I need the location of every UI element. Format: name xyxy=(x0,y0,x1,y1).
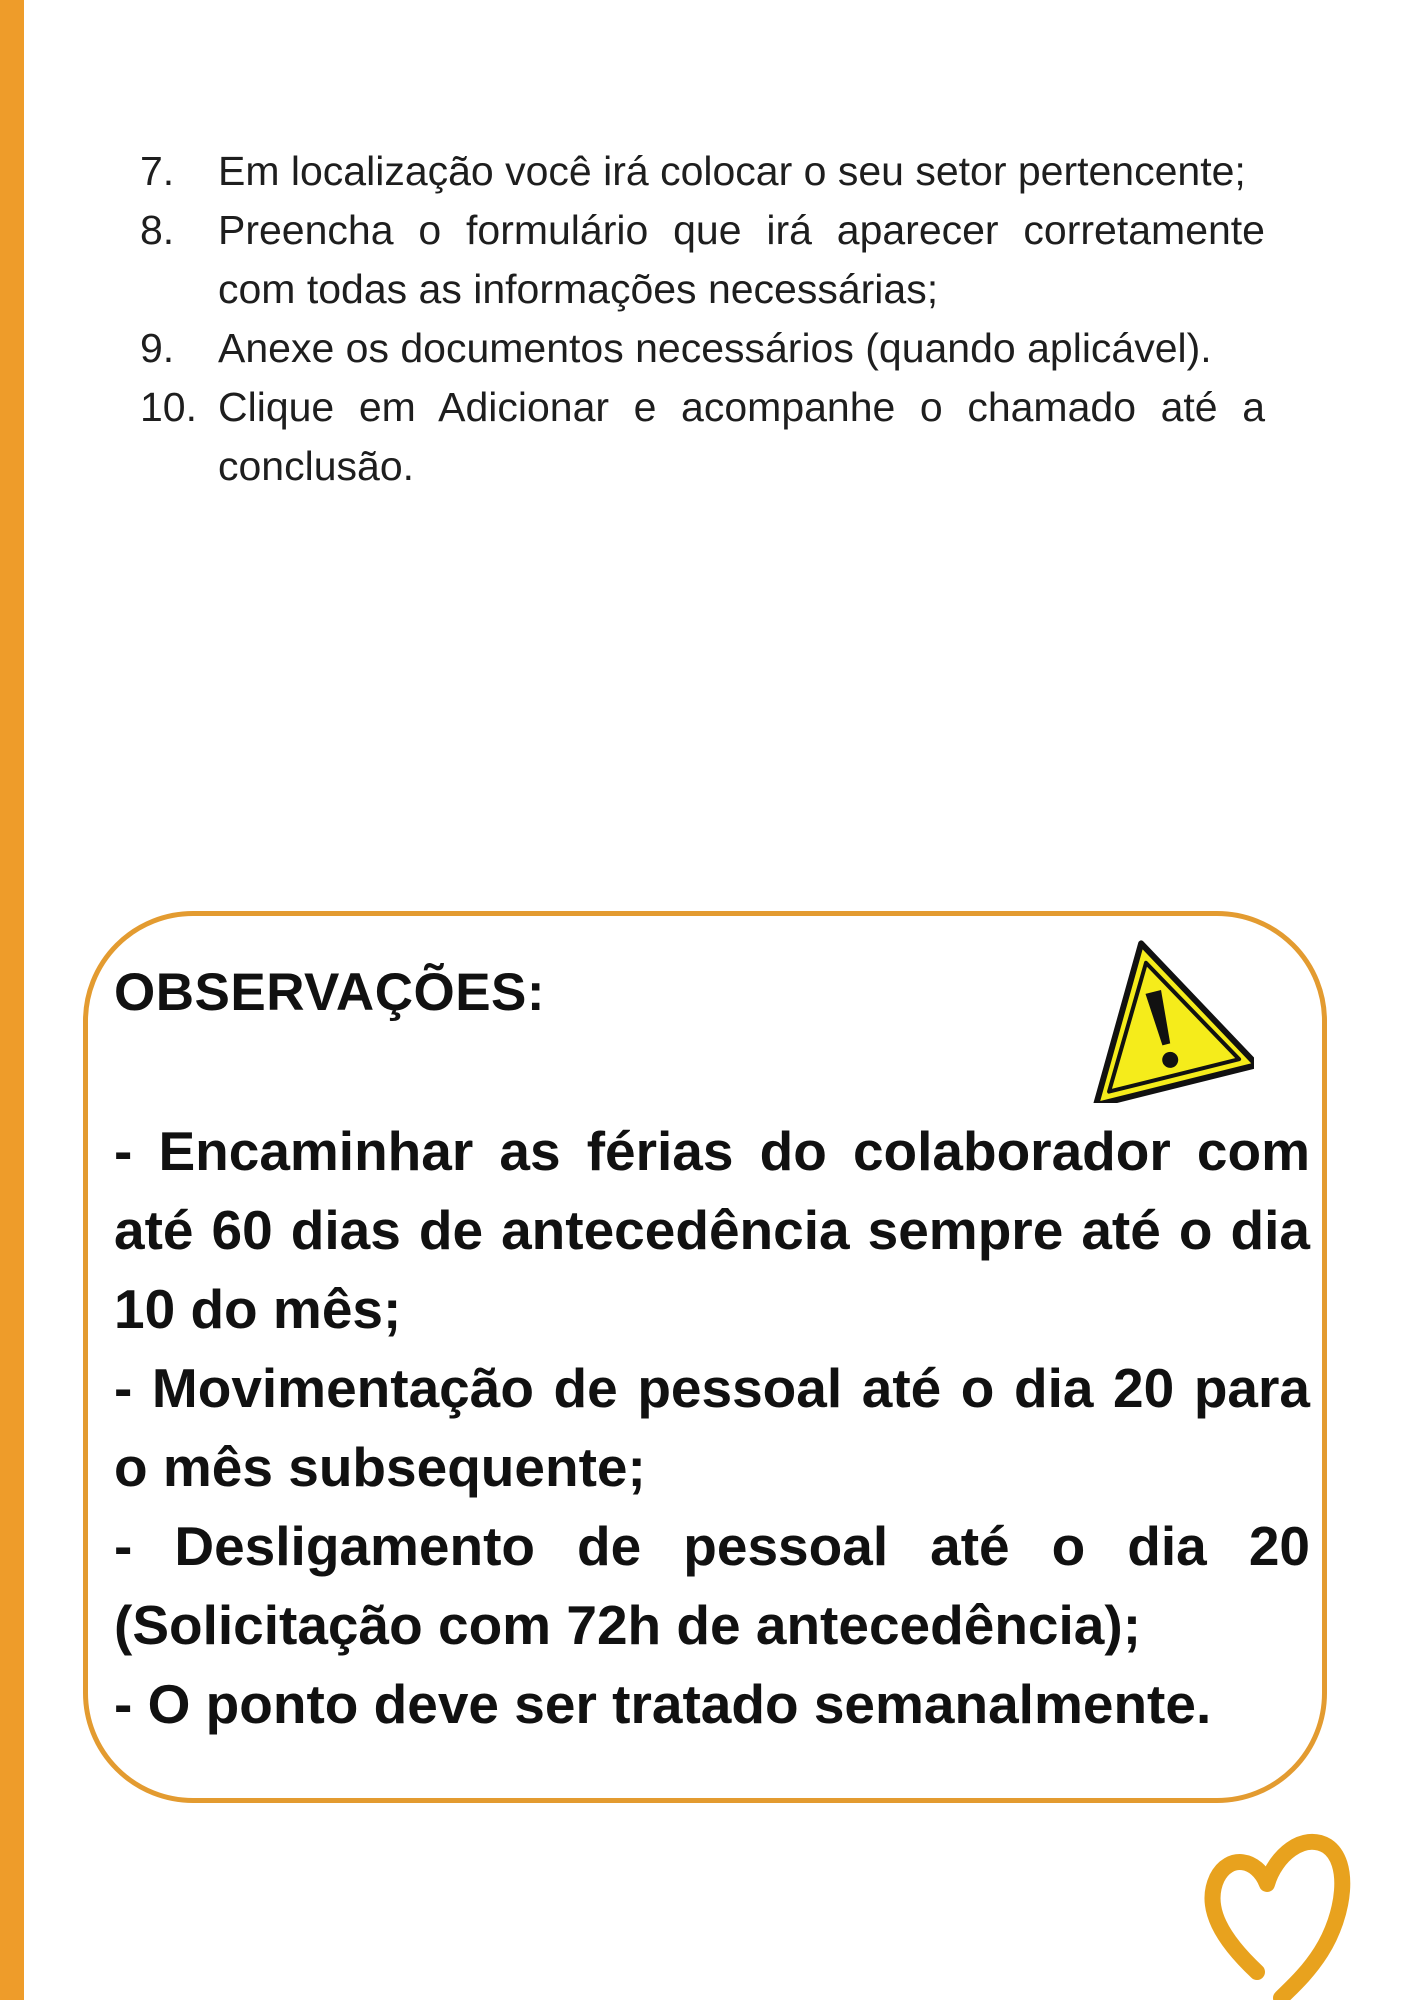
step-number: 8. xyxy=(140,207,175,253)
step-text: Anexe os documentos necessários (quando aplicável). xyxy=(218,325,1212,371)
step-text: Clique em Adicionar e acompanhe o chamado até a conclusão. xyxy=(218,384,1265,489)
observation-item: - Movimentação de pessoal até o dia 20 para o mês subsequente; xyxy=(114,1357,1310,1498)
list-item xyxy=(140,201,1265,319)
step-number: 7. xyxy=(140,148,175,194)
list-item xyxy=(140,142,1265,201)
step-number: 10. xyxy=(140,384,197,430)
steps-list xyxy=(140,142,1265,496)
observations-list xyxy=(114,1112,1310,1744)
observation-item: - Desligamento de pessoal até o dia 20 (Solicitação com 72h de antecedência); xyxy=(114,1515,1310,1656)
side-accent-bar xyxy=(0,0,24,2000)
list-item xyxy=(140,378,1265,496)
observation-item: - Encaminhar as férias do colaborador com até 60 dias de antecedência sempre até o dia 10 do mês; xyxy=(114,1120,1310,1340)
step-number: 9. xyxy=(140,325,175,371)
observations-title: OBSERVAÇÕES: xyxy=(114,963,546,1022)
warning-icon xyxy=(1068,927,1254,1103)
heart-logo-icon xyxy=(1195,1822,1355,2000)
step-text: Preencha o formulário que irá aparecer corretamente com todas as informações necessárias; xyxy=(218,207,1265,312)
list-item xyxy=(140,319,1265,378)
step-text: Em localização você irá colocar o seu setor pertencente; xyxy=(218,148,1246,194)
observation-item: - O ponto deve ser tratado semanalmente. xyxy=(114,1673,1212,1735)
